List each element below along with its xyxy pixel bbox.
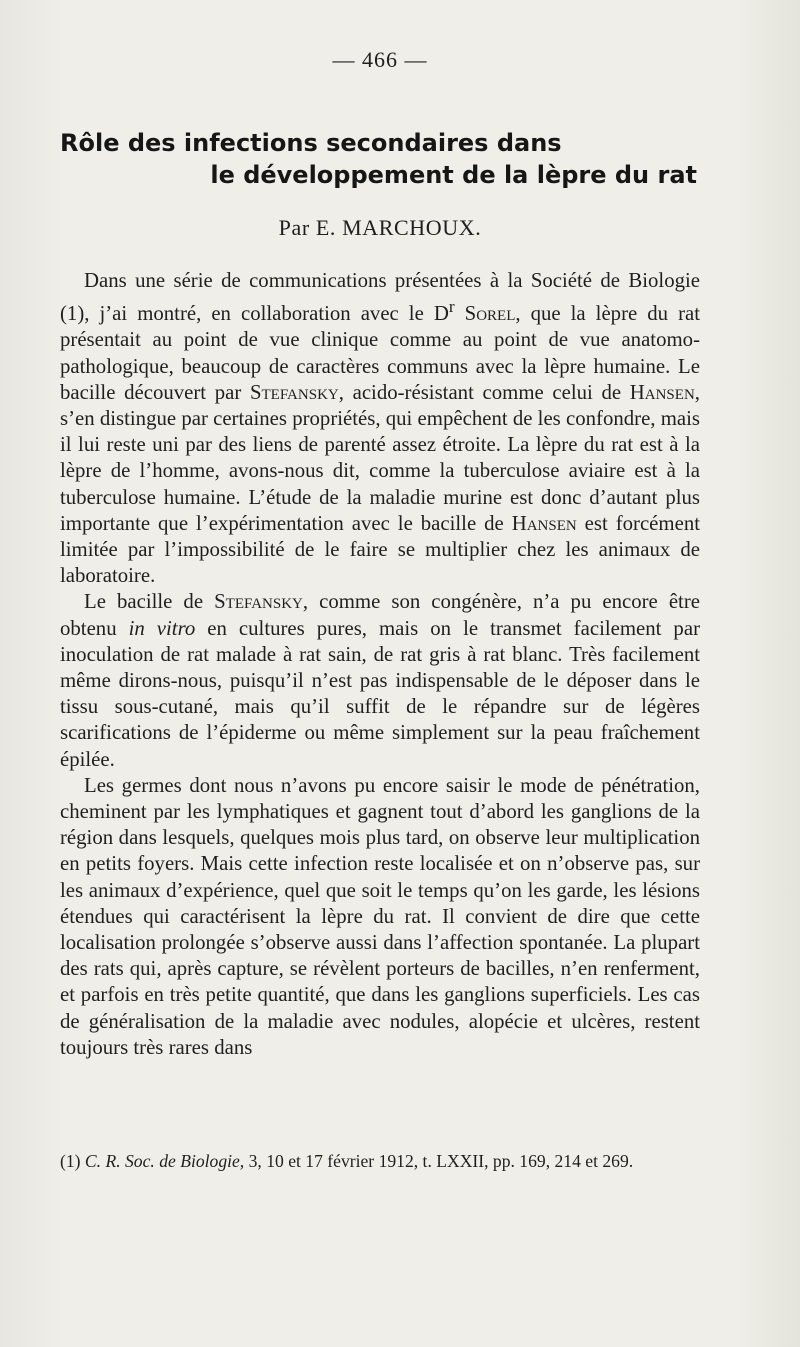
article-title-line-1: Rôle des infections secondaires dans — [60, 129, 562, 157]
text-run: Dans une série de communications présentées à la Société de Biologie (1), j’ai montré, en collaboration avec le D — [60, 269, 700, 326]
article-title-line-2: le développement de la lèpre du rat — [210, 161, 697, 189]
paragraph-1 — [60, 268, 700, 589]
text-run: Les germes dont nous n’avons pu encore saisir le mode de pénétration, cheminent par les lymphatiques et gagnent tout d’abord les ganglions de la région dans lesquels, quelques mois plus tard, on observe leur multiplication en petits foyers. Mais cette infection reste localisée et on n’observe pas, sur les animaux d’expérience, quel que soit le temps qu’on les garde, les lésions étendues qui caractérisent la lèpre du rat. Il convient de dire que cette localisation prolongée s’observe aussi dans l’affection spontanée. La plupart des rats qui, après capture, se révèlent porteurs de bacilles, n’en renferment, et parfois en très petite quantité, que dans les ganglions superficiels. Les cas de généralisation de la maladie avec nodules, alopécie et ulcères, restent toujours très rares dans — [60, 773, 700, 1059]
page-number: — 466 — — [332, 47, 428, 72]
text-run: , acido-résistant comme celui de — [338, 380, 630, 404]
author-byline: Par E. MARCHOUX. — [278, 215, 482, 240]
footnote — [60, 1150, 700, 1172]
text-run: , comme son congénère, n’a pu encore être obtenu — [60, 590, 700, 640]
footnote-text: 3, 10 et 17 février 1912, t. LXXII, pp. 169, 214 et 269. — [244, 1151, 634, 1171]
author-name-stefansky: Stefansky — [214, 590, 303, 614]
text-run: en cultures pures, mais on le transmet facilement par inoculation de rat malade à rat sain, de rat gris à rat blanc. Très facilement même dirons-nous, puisqu’il n’est pas indispensable de le déposer dans le tissu sous-cutané, mais qu’il suffit de le répandre sur de légères scarifications de l’épiderme ou même simplement sur la peau fraîchement épilée. — [60, 616, 700, 771]
text-run — [455, 302, 465, 325]
paragraph-3 — [60, 773, 700, 1061]
author-name-sorel: Sorel — [464, 302, 516, 326]
text-run: est forcément limitée par l’impossibilité de le faire se multiplier chez les animaux de laboratoire. — [60, 511, 700, 588]
superscript: r — [448, 297, 455, 317]
text-run: , que la lèpre du rat présentait au point de vue clinique comme au point de vue anatomo-pathologique, beaucoup de caractères communs avec la lèpre humaine. Le bacille découvert par — [60, 302, 700, 404]
text-run: , s’en distingue par certaines propriétés, qui empêchent de les confondre, mais il lui reste uni par des liens de parenté assez étroite. La lèpre du rat est à la lèpre de l’homme, avons-nous dit, comme la tuberculose aviaire est à la tuberculose humaine. L’étude de la maladie murine est donc d’autant plus importante que l’expérimentation avec le bacille de — [60, 380, 700, 535]
footnote-citation: C. R. Soc. de Biologie, — [84, 1151, 245, 1171]
italic-phrase: in vitro — [128, 616, 196, 640]
author-name-hansen: Hansen — [511, 511, 577, 535]
paragraph-2 — [60, 589, 700, 772]
article-body — [60, 268, 700, 1061]
text-run: Le bacille de — [84, 590, 215, 614]
author-name-stefansky: Stefansky — [249, 380, 339, 404]
footnote-marker: (1) — [60, 1151, 85, 1171]
author-name-hansen: Hansen — [629, 380, 695, 404]
